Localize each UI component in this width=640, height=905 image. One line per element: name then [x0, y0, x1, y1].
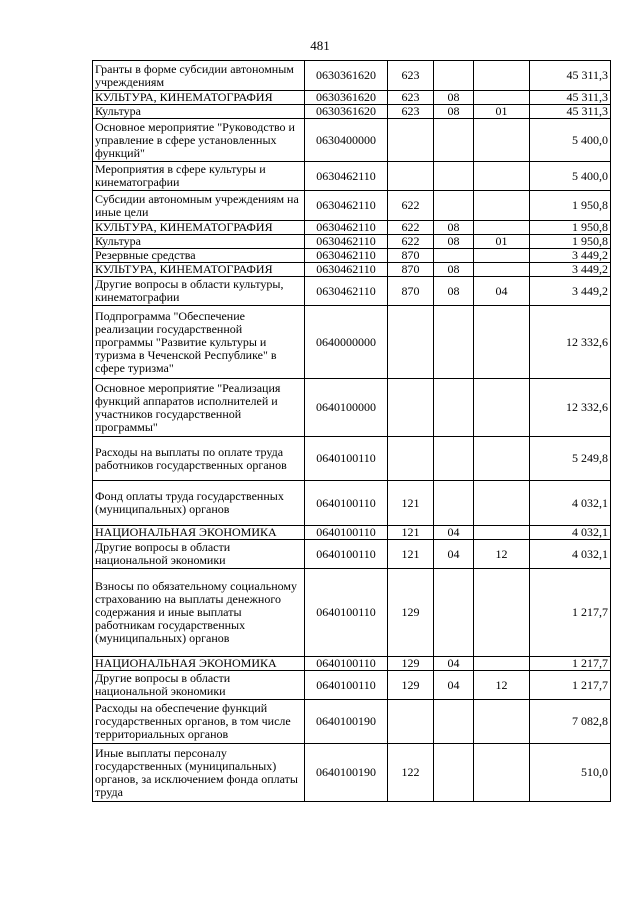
row-amount-cell: 12 332,6: [530, 306, 611, 379]
row-name-cell: Взносы по обязательному социальному страхованию на выплаты денежного содержания и иные выплаты работникам государственных (муниципальных) органов: [93, 569, 305, 657]
table-row: [93, 437, 611, 481]
table-row: [93, 540, 611, 569]
row-name-cell: НАЦИОНАЛЬНАЯ ЭКОНОМИКА: [93, 657, 305, 671]
row-name-cell: Другие вопросы в области национальной экономики: [93, 540, 305, 569]
row-code-cell: 0640100110: [305, 437, 388, 481]
row-name-cell: НАЦИОНАЛЬНАЯ ЭКОНОМИКА: [93, 526, 305, 540]
row-name-cell: КУЛЬТУРА, КИНЕМАТОГРАФИЯ: [93, 221, 305, 235]
row-section-cell: [434, 191, 474, 221]
row-amount-cell: 1 950,8: [530, 235, 611, 249]
row-amount-cell: 3 449,2: [530, 249, 611, 263]
row-section-cell: [434, 61, 474, 91]
row-amount-cell: 3 449,2: [530, 263, 611, 277]
row-expense-type-cell: [388, 379, 434, 437]
row-amount-cell: 45 311,3: [530, 61, 611, 91]
row-subsection-cell: [474, 437, 530, 481]
table-row: [93, 162, 611, 191]
row-amount-cell: 4 032,1: [530, 526, 611, 540]
row-name-cell: Расходы на обеспечение функций государственных органов, в том числе территориальных органов: [93, 700, 305, 744]
row-amount-cell: 4 032,1: [530, 481, 611, 526]
table-row: [93, 105, 611, 119]
row-amount-cell: 1 217,7: [530, 671, 611, 700]
table-row: [93, 481, 611, 526]
row-code-cell: 0630462110: [305, 235, 388, 249]
table-row: [93, 249, 611, 263]
row-section-cell: 08: [434, 91, 474, 105]
row-section-cell: 08: [434, 105, 474, 119]
row-expense-type-cell: 122: [388, 744, 434, 802]
row-section-cell: [434, 119, 474, 162]
table-row: [93, 191, 611, 221]
row-name-cell: КУЛЬТУРА, КИНЕМАТОГРАФИЯ: [93, 91, 305, 105]
row-expense-type-cell: 121: [388, 481, 434, 526]
row-subsection-cell: [474, 249, 530, 263]
row-amount-cell: 5 249,8: [530, 437, 611, 481]
table-row: [93, 657, 611, 671]
row-code-cell: 0640100110: [305, 526, 388, 540]
row-subsection-cell: [474, 191, 530, 221]
table-row: [93, 671, 611, 700]
row-section-cell: 04: [434, 657, 474, 671]
row-code-cell: 0630462110: [305, 221, 388, 235]
row-expense-type-cell: 129: [388, 569, 434, 657]
row-expense-type-cell: [388, 162, 434, 191]
row-amount-cell: 1 217,7: [530, 657, 611, 671]
row-section-cell: [434, 569, 474, 657]
row-expense-type-cell: 121: [388, 526, 434, 540]
row-expense-type-cell: 870: [388, 277, 434, 306]
row-amount-cell: 1 950,8: [530, 221, 611, 235]
row-name-cell: Фонд оплаты труда государственных (муниципальных) органов: [93, 481, 305, 526]
table-row: [93, 744, 611, 802]
row-code-cell: 0640100110: [305, 540, 388, 569]
row-code-cell: 0630462110: [305, 249, 388, 263]
row-amount-cell: 5 400,0: [530, 119, 611, 162]
row-amount-cell: 7 082,8: [530, 700, 611, 744]
row-code-cell: 0640100000: [305, 379, 388, 437]
row-name-cell: Основное мероприятие "Реализация функций аппаратов исполнителей и участников государственной программы": [93, 379, 305, 437]
row-amount-cell: 1 217,7: [530, 569, 611, 657]
table-row: [93, 306, 611, 379]
row-code-cell: 0630361620: [305, 105, 388, 119]
row-code-cell: 0630462110: [305, 162, 388, 191]
row-code-cell: 0640100110: [305, 569, 388, 657]
row-name-cell: КУЛЬТУРА, КИНЕМАТОГРАФИЯ: [93, 263, 305, 277]
row-subsection-cell: 01: [474, 105, 530, 119]
row-code-cell: 0640100190: [305, 700, 388, 744]
row-section-cell: [434, 306, 474, 379]
table-row: [93, 119, 611, 162]
row-name-cell: Расходы на выплаты по оплате труда работников государственных органов: [93, 437, 305, 481]
row-expense-type-cell: 129: [388, 671, 434, 700]
table-row: [93, 569, 611, 657]
row-expense-type-cell: 622: [388, 235, 434, 249]
row-amount-cell: 5 400,0: [530, 162, 611, 191]
row-name-cell: Резервные средства: [93, 249, 305, 263]
row-subsection-cell: 12: [474, 540, 530, 569]
row-code-cell: 0630400000: [305, 119, 388, 162]
row-amount-cell: 45 311,3: [530, 91, 611, 105]
row-name-cell: Другие вопросы в области культуры, кинематографии: [93, 277, 305, 306]
row-name-cell: Мероприятия в сфере культуры и кинематографии: [93, 162, 305, 191]
row-code-cell: 0640100110: [305, 657, 388, 671]
row-code-cell: 0630462110: [305, 277, 388, 306]
row-section-cell: [434, 437, 474, 481]
row-name-cell: Подпрограмма "Обеспечение реализации государственной программы "Развитие культуры и туризма в Чеченской Республике" в сфере туризма": [93, 306, 305, 379]
row-section-cell: 04: [434, 540, 474, 569]
row-amount-cell: 12 332,6: [530, 379, 611, 437]
row-name-cell: Культура: [93, 235, 305, 249]
row-subsection-cell: [474, 744, 530, 802]
table-row: [93, 263, 611, 277]
table-row: [93, 235, 611, 249]
row-expense-type-cell: [388, 437, 434, 481]
table-row: [93, 379, 611, 437]
row-expense-type-cell: 622: [388, 221, 434, 235]
row-subsection-cell: [474, 481, 530, 526]
row-expense-type-cell: 129: [388, 657, 434, 671]
table-row: [93, 700, 611, 744]
row-amount-cell: 1 950,8: [530, 191, 611, 221]
row-subsection-cell: [474, 221, 530, 235]
row-section-cell: 04: [434, 671, 474, 700]
row-subsection-cell: [474, 119, 530, 162]
table-row: [93, 526, 611, 540]
row-code-cell: 0640000000: [305, 306, 388, 379]
row-subsection-cell: [474, 657, 530, 671]
row-code-cell: 0630361620: [305, 91, 388, 105]
row-section-cell: 04: [434, 526, 474, 540]
row-subsection-cell: 01: [474, 235, 530, 249]
row-section-cell: 08: [434, 277, 474, 306]
page-number: 481: [310, 38, 330, 53]
row-subsection-cell: [474, 569, 530, 657]
budget-table: [92, 60, 611, 802]
row-code-cell: 0630462110: [305, 263, 388, 277]
row-code-cell: 0640100110: [305, 671, 388, 700]
row-expense-type-cell: 623: [388, 105, 434, 119]
row-subsection-cell: [474, 306, 530, 379]
row-expense-type-cell: 870: [388, 263, 434, 277]
row-section-cell: [434, 700, 474, 744]
row-expense-type-cell: 623: [388, 61, 434, 91]
row-section-cell: 08: [434, 221, 474, 235]
row-amount-cell: 510,0: [530, 744, 611, 802]
row-amount-cell: 4 032,1: [530, 540, 611, 569]
table-row: [93, 91, 611, 105]
row-name-cell: Культура: [93, 105, 305, 119]
row-expense-type-cell: [388, 119, 434, 162]
row-expense-type-cell: 622: [388, 191, 434, 221]
table-row: [93, 221, 611, 235]
row-subsection-cell: 04: [474, 277, 530, 306]
row-name-cell: Иные выплаты персоналу государственных (муниципальных) органов, за исключением фонда оплаты труда: [93, 744, 305, 802]
row-subsection-cell: [474, 700, 530, 744]
table-row: [93, 277, 611, 306]
row-name-cell: Другие вопросы в области национальной экономики: [93, 671, 305, 700]
row-subsection-cell: [474, 263, 530, 277]
row-expense-type-cell: 870: [388, 249, 434, 263]
row-expense-type-cell: 121: [388, 540, 434, 569]
row-amount-cell: 45 311,3: [530, 105, 611, 119]
row-section-cell: [434, 162, 474, 191]
row-expense-type-cell: 623: [388, 91, 434, 105]
table-row: [93, 61, 611, 91]
row-subsection-cell: [474, 91, 530, 105]
row-name-cell: Субсидии автономным учреждениям на иные цели: [93, 191, 305, 221]
row-section-cell: [434, 249, 474, 263]
row-section-cell: [434, 481, 474, 526]
row-expense-type-cell: [388, 306, 434, 379]
row-code-cell: 0640100110: [305, 481, 388, 526]
row-subsection-cell: [474, 61, 530, 91]
row-expense-type-cell: [388, 700, 434, 744]
budget-table-body: [93, 61, 611, 802]
row-section-cell: 08: [434, 263, 474, 277]
row-section-cell: [434, 744, 474, 802]
row-section-cell: 08: [434, 235, 474, 249]
row-subsection-cell: [474, 379, 530, 437]
row-code-cell: 0640100190: [305, 744, 388, 802]
row-name-cell: Основное мероприятие "Руководство и управление в сфере установленных функций": [93, 119, 305, 162]
row-code-cell: 0630361620: [305, 61, 388, 91]
row-code-cell: 0630462110: [305, 191, 388, 221]
row-subsection-cell: 12: [474, 671, 530, 700]
row-section-cell: [434, 379, 474, 437]
row-subsection-cell: [474, 162, 530, 191]
row-name-cell: Гранты в форме субсидии автономным учреждениям: [93, 61, 305, 91]
row-subsection-cell: [474, 526, 530, 540]
row-amount-cell: 3 449,2: [530, 277, 611, 306]
